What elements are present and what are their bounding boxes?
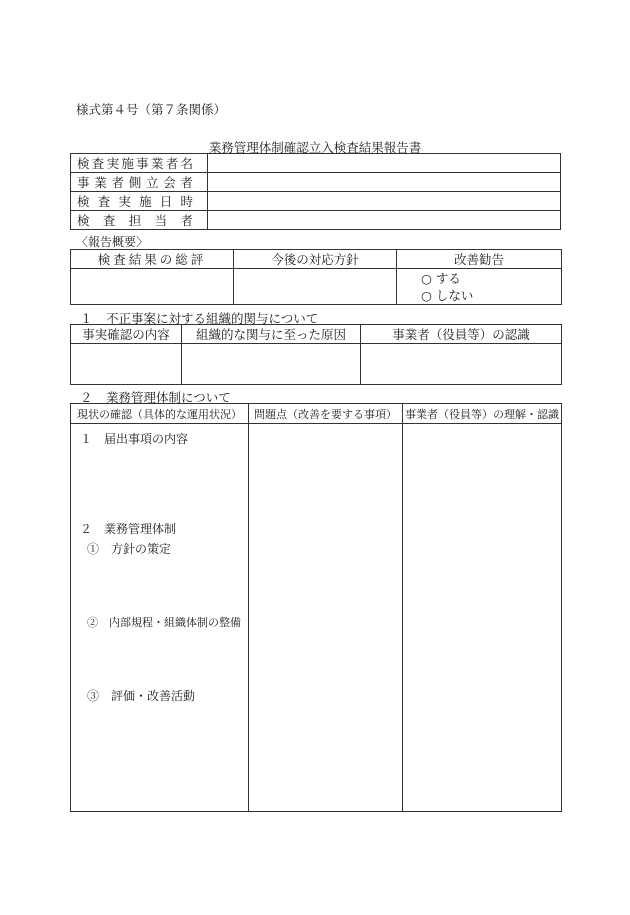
item-internal-rules: ② 内部規程・組織体制の整備 [87,616,241,629]
summary-body-row [71,269,562,305]
item-policy-formulation: ① 方針の策定 [87,542,172,556]
summary-table [70,249,562,305]
document-title: 業務管理体制確認立入検査結果報告書 [208,140,422,155]
section1-header-row [71,325,562,344]
recommendation-choices [397,269,562,305]
item-evaluation-improvement: ③ 評価・改善活動 [87,689,196,703]
section1-header-facts: 事実確認の内容 [71,325,182,344]
recommendation-option-no[interactable]: ○ しない [421,287,474,303]
section2-header-row [71,404,562,424]
info-row [71,211,561,230]
info-row [71,192,561,211]
info-label-business-attendee: 事業者側立会者 [77,175,193,190]
item-management-system: ２ 業務管理体制 [80,522,177,536]
section1-body-row [71,344,562,385]
summary-header-policy: 今後の対応方針 [234,250,397,269]
recommendation-option-yes[interactable]: ○ する [421,270,461,286]
info-value-business-attendee[interactable] [208,173,561,192]
info-value-inspected-business[interactable] [208,154,561,173]
summary-header-recommendation: 改善勧告 [397,250,562,269]
info-label-inspected-business: 検査実施事業者名 [77,156,193,171]
section1-title: 不正事案に対する組織的関与について [106,311,319,326]
section1-number: １ [80,311,93,326]
summary-policy-cell[interactable] [234,269,397,305]
section2-header-issues: 問題点（改善を要する事項） [249,404,403,424]
section1-table [70,324,562,385]
form-label: 様式第４号（第７条関係） [76,102,227,117]
section2-issues-cell[interactable] [249,424,403,812]
summary-heading: 〈報告概要〉 [76,235,149,249]
section1-facts-cell[interactable] [71,344,182,385]
section1-cause-cell[interactable] [182,344,361,385]
info-row [71,173,561,192]
section2-title: 業務管理体制について [106,390,231,405]
info-row [71,154,561,173]
section2-status-cell[interactable] [71,424,249,812]
section2-header-understanding: 事業者（役員等）の理解・認識 [403,404,562,424]
info-value-inspection-datetime[interactable] [208,192,561,211]
item-notification-contents: １ 届出事項の内容 [80,432,189,446]
summary-header-overall: 検査結果の総評 [71,250,234,269]
section2-table [70,403,562,812]
summary-header-row [71,250,562,269]
info-label-inspector: 検査担当者 [77,213,193,228]
info-label-inspection-datetime: 検査実施日時 [77,194,193,209]
section1-header-awareness: 事業者（役員等）の認識 [361,325,562,344]
section1-header-cause: 組織的な関与に至った原因 [182,325,361,344]
section2-body-row [71,424,562,812]
section1-awareness-cell[interactable] [361,344,562,385]
section2-number: ２ [80,390,93,405]
inspection-info-table [70,153,561,230]
section2-header-status: 現状の確認（具体的な運用状況） [71,404,249,424]
section2-understanding-cell[interactable] [403,424,562,812]
info-value-inspector[interactable] [208,211,561,230]
summary-overall-cell[interactable] [71,269,234,305]
